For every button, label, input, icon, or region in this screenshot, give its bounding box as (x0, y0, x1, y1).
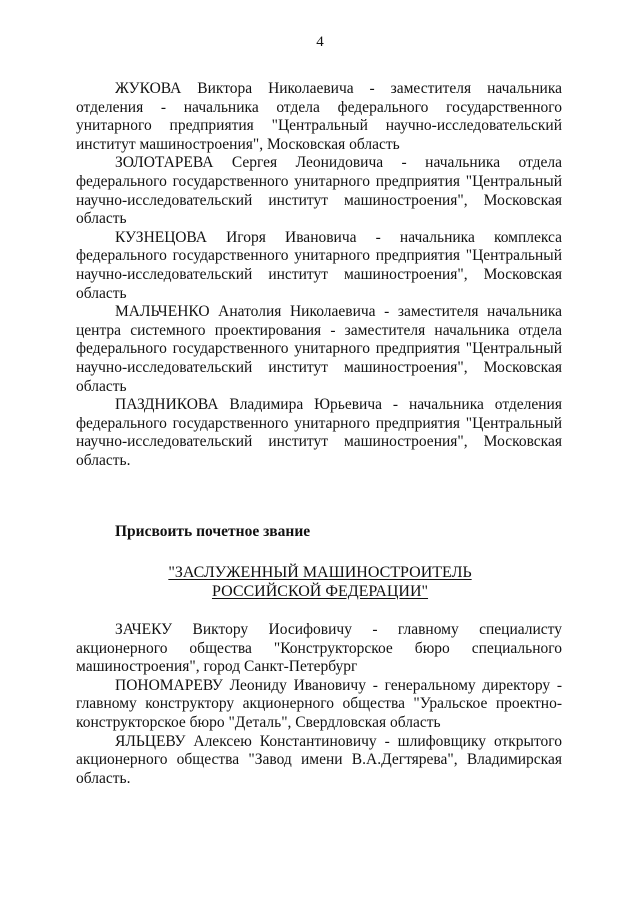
nominee-entry-kuznetsov: КУЗНЕЦОВА Игоря Ивановича - начальника комплекса федерального государственного унитарного предприятия "Центральный научно-исследовательский институт машиностроения", Московская область (76, 228, 562, 302)
nominee-entry-ponomarev: ПОНОМАРЕВУ Леониду Ивановичу - генеральному директору - главному конструктору акционерного общества "Уральское проектно-конструкторское бюро "Деталь", Свердловская область (76, 676, 562, 731)
nominee-entry-pazdnikov: ПАЗДНИКОВА Владимира Юрьевича - начальника отделения федерального государственного унитарного предприятия "Центральный научно-исследовательский институт машиностроения", Московская область. (76, 396, 562, 469)
nominee-list-2 (76, 621, 562, 788)
award-title-line-1: "ЗАСЛУЖЕННЫЙ МАШИНОСТРОИТЕЛЬ (168, 564, 472, 581)
nominee-entry-zolotarev: ЗОЛОТАРЕВА Сергея Леонидовича - начальника отдела федерального государственного унитарного предприятия "Центральный научно-исследовательский институт машиностроения", Московская область (76, 154, 562, 228)
award-heading: Присвоить почетное звание (115, 523, 311, 540)
nominee-list-1 (76, 80, 562, 470)
page-number: 4 (316, 34, 324, 50)
nominee-entry-yaltsev: ЯЛЬЦЕВУ Алексею Константиновичу - шлифовщику открытого акционерного общества "Завод имени В.А.Дегтярева", Владимирская область. (76, 732, 562, 787)
nominee-entry-zhukov: ЖУКОВА Виктора Николаевича - заместителя начальника отделения - начальника отдела федерального государственного унитарного предприятия "Центральный научно-исследовательский институт машиностроения", Московская область (76, 80, 562, 153)
nominee-entry-zacheka: ЗАЧЕКУ Виктору Иосифовичу - главному специалисту акционерного общества "Конструкторское бюро специального машиностроения", город Санкт-Петербург (76, 621, 562, 676)
award-title (0, 563, 640, 601)
nominee-entry-malchenko: МАЛЬЧЕНКО Анатолия Николаевича - заместителя начальника центра системного проектирования - заместителя начальника отдела федерального государственного унитарного предприятия "Центральный научно-исследовательский институт машиностроения", Московская область (76, 303, 562, 395)
award-title-line-2: РОССИЙСКОЙ ФЕДЕРАЦИИ" (211, 583, 429, 600)
award-heading-block (76, 523, 562, 542)
